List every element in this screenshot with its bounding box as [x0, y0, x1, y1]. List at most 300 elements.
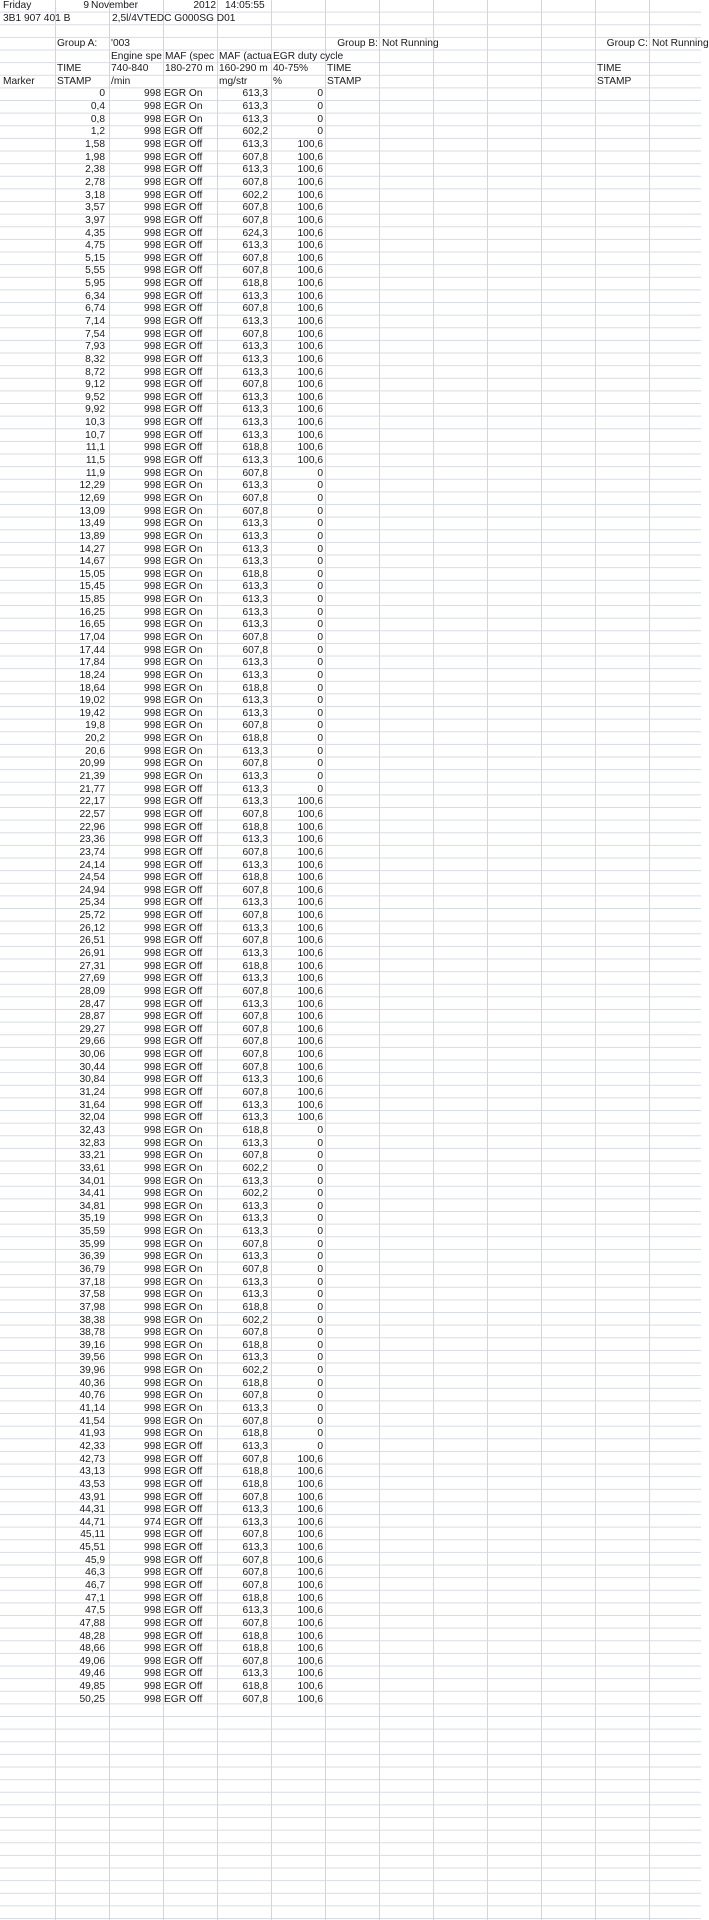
- engine-speed-cell[interactable]: 998: [144, 808, 161, 820]
- maf-actual-cell[interactable]: 607,8: [242, 758, 268, 770]
- egr-duty-cell[interactable]: 100,6: [297, 1655, 323, 1667]
- group-c-label[interactable]: Group C:: [606, 37, 648, 49]
- maf-actual-cell[interactable]: 602,2: [242, 189, 268, 201]
- time-stamp-cell[interactable]: 46,3: [85, 1567, 105, 1579]
- engine-speed-cell[interactable]: 998: [144, 745, 161, 757]
- egr-duty-cell[interactable]: 0: [317, 1188, 323, 1200]
- time-stamp-cell[interactable]: 26,12: [79, 922, 105, 934]
- egr-duty-cell[interactable]: 100,6: [297, 985, 323, 997]
- maf-actual-cell[interactable]: 613,3: [242, 657, 268, 669]
- group-b-value[interactable]: Not Running: [382, 37, 439, 49]
- time-stamp-cell[interactable]: 24,14: [79, 859, 105, 871]
- egr-status-cell[interactable]: EGR Off: [164, 1668, 203, 1680]
- egr-status-cell[interactable]: EGR Off: [164, 1099, 203, 1111]
- engine-speed-cell[interactable]: 998: [144, 644, 161, 656]
- egr-status-cell[interactable]: EGR Off: [164, 151, 203, 163]
- egr-duty-cell[interactable]: 100,6: [297, 1087, 323, 1099]
- maf-actual-cell[interactable]: 607,8: [242, 644, 268, 656]
- engine-speed-cell[interactable]: 998: [144, 1264, 161, 1275]
- time-stamp-cell[interactable]: 45,9: [85, 1554, 105, 1566]
- egr-status-cell[interactable]: EGR Off: [164, 1580, 203, 1591]
- egr-status-cell[interactable]: EGR On: [164, 505, 203, 517]
- time-stamp-cell[interactable]: 7,14: [85, 316, 105, 327]
- egr-status-cell[interactable]: EGR On: [164, 556, 203, 568]
- time-stamp-cell[interactable]: 8,72: [85, 366, 105, 378]
- engine-speed-cell[interactable]: 998: [144, 1251, 161, 1263]
- time-stamp-cell[interactable]: 36,79: [79, 1264, 105, 1275]
- egr-status-cell[interactable]: EGR Off: [164, 290, 203, 302]
- engine-speed-cell[interactable]: 998: [144, 1504, 161, 1516]
- egr-status-cell[interactable]: EGR Off: [164, 366, 203, 378]
- time-stamp-cell[interactable]: 29,27: [79, 1023, 105, 1035]
- egr-duty-cell[interactable]: 0: [317, 695, 323, 707]
- maf-actual-cell[interactable]: 607,8: [242, 151, 268, 163]
- time-stamp-cell[interactable]: 3,18: [85, 189, 105, 201]
- egr-duty-cell[interactable]: 0: [317, 126, 323, 138]
- time-stamp-cell[interactable]: 40,36: [79, 1377, 105, 1389]
- engine-speed-cell[interactable]: 998: [144, 1580, 161, 1591]
- time-stamp-cell[interactable]: 1,98: [85, 151, 105, 163]
- time-stamp-cell[interactable]: 5,55: [85, 265, 105, 277]
- engine-speed-cell[interactable]: 998: [144, 556, 161, 568]
- engine-speed-cell[interactable]: 998: [144, 404, 161, 416]
- maf-actual-cell[interactable]: 613,3: [242, 1099, 268, 1111]
- maf-actual-cell[interactable]: 602,2: [242, 1162, 268, 1174]
- time-stamp-cell[interactable]: 31,64: [79, 1099, 105, 1111]
- egr-duty-cell[interactable]: 100,6: [297, 290, 323, 302]
- engine-speed-cell[interactable]: 998: [144, 1036, 161, 1048]
- egr-duty-cell[interactable]: 0: [317, 1428, 323, 1440]
- egr-duty-cell[interactable]: 100,6: [297, 278, 323, 290]
- maf-actual-cell[interactable]: 618,8: [242, 442, 268, 454]
- time-stamp-cell[interactable]: 18,24: [79, 669, 105, 681]
- engine-speed-cell[interactable]: 998: [144, 783, 161, 795]
- egr-status-cell[interactable]: EGR On: [164, 1162, 203, 1174]
- engine-speed-cell[interactable]: 998: [144, 1276, 161, 1288]
- engine-speed-cell[interactable]: 998: [144, 1124, 161, 1136]
- engine-speed-cell[interactable]: 998: [144, 492, 161, 504]
- egr-duty-cell[interactable]: 100,6: [297, 821, 323, 833]
- egr-status-cell[interactable]: EGR Off: [164, 1516, 203, 1528]
- egr-duty-cell[interactable]: 0: [317, 1415, 323, 1427]
- maf-actual-cell[interactable]: 607,8: [242, 1491, 268, 1503]
- time-stamp-cell[interactable]: 6,74: [85, 303, 105, 315]
- egr-status-cell[interactable]: EGR Off: [164, 960, 203, 972]
- maf-actual-cell[interactable]: 613,3: [242, 417, 268, 429]
- engine-speed-cell[interactable]: 998: [144, 1668, 161, 1680]
- egr-status-cell[interactable]: EGR On: [164, 1238, 203, 1250]
- egr-status-cell[interactable]: EGR Off: [164, 417, 203, 429]
- maf-actual-cell[interactable]: 607,8: [242, 1415, 268, 1427]
- egr-status-cell[interactable]: EGR On: [164, 1213, 203, 1225]
- engine-speed-cell[interactable]: 998: [144, 1655, 161, 1667]
- engine-speed-cell[interactable]: 998: [144, 1099, 161, 1111]
- egr-duty-cell[interactable]: 100,6: [297, 960, 323, 972]
- engine-speed-cell[interactable]: 998: [144, 316, 161, 327]
- egr-status-cell[interactable]: EGR On: [164, 492, 203, 504]
- egr-duty-cell[interactable]: 0: [317, 594, 323, 606]
- egr-status-cell[interactable]: EGR Off: [164, 1023, 203, 1035]
- engine-speed-cell[interactable]: 998: [144, 214, 161, 226]
- engine-speed-cell[interactable]: 998: [144, 1377, 161, 1389]
- maf-actual-cell[interactable]: 607,8: [242, 303, 268, 315]
- maf-actual-cell[interactable]: 613,3: [242, 669, 268, 681]
- engine-speed-cell[interactable]: 998: [144, 1542, 161, 1554]
- egr-duty-cell[interactable]: 100,6: [297, 1542, 323, 1554]
- egr-duty-cell[interactable]: 0: [317, 1200, 323, 1212]
- time-stamp-cell[interactable]: 30,44: [79, 1061, 105, 1073]
- time-stamp-cell[interactable]: 7,54: [85, 328, 105, 340]
- maf-actual-cell[interactable]: 613,3: [242, 594, 268, 606]
- engine-speed-cell[interactable]: 998: [144, 948, 161, 959]
- egr-status-cell[interactable]: EGR Off: [164, 1466, 203, 1478]
- time-stamp-cell[interactable]: 47,5: [85, 1605, 105, 1617]
- egr-status-cell[interactable]: EGR Off: [164, 859, 203, 871]
- engine-speed-cell[interactable]: 998: [144, 151, 161, 163]
- time-stamp-cell[interactable]: 30,06: [79, 1049, 105, 1061]
- time-stamp-cell[interactable]: 9,92: [85, 404, 105, 416]
- egr-status-cell[interactable]: EGR Off: [164, 278, 203, 290]
- egr-duty-cell[interactable]: 100,6: [297, 1567, 323, 1579]
- egr-status-cell[interactable]: EGR Off: [164, 948, 203, 959]
- engine-speed-cell[interactable]: 998: [144, 758, 161, 770]
- maf-actual-cell[interactable]: 618,8: [242, 1478, 268, 1490]
- engine-speed-cell[interactable]: 998: [144, 1200, 161, 1212]
- egr-duty-cell[interactable]: 100,6: [297, 846, 323, 858]
- engine-speed-cell[interactable]: 998: [144, 1415, 161, 1427]
- maf-actual-cell[interactable]: 613,3: [242, 922, 268, 934]
- maf-spec-range-cell[interactable]: 180-270 m: [165, 63, 214, 75]
- time-stamp-cell[interactable]: 13,89: [79, 530, 105, 542]
- engine-speed-cell[interactable]: 998: [144, 1428, 161, 1440]
- egr-status-cell[interactable]: EGR On: [164, 594, 203, 606]
- time-stamp-cell[interactable]: 19,42: [79, 707, 105, 719]
- time-stamp-cell[interactable]: 5,95: [85, 278, 105, 290]
- time-stamp-cell[interactable]: 21,77: [79, 783, 105, 795]
- engine-speed-cell[interactable]: 998: [144, 1630, 161, 1642]
- egr-duty-cell[interactable]: 0: [317, 1213, 323, 1225]
- maf-actual-cell[interactable]: 607,8: [242, 1567, 268, 1579]
- maf-actual-cell[interactable]: 613,3: [242, 1504, 268, 1516]
- egr-status-cell[interactable]: EGR Off: [164, 442, 203, 454]
- maf-actual-cell[interactable]: 607,8: [242, 632, 268, 643]
- engine-speed-cell[interactable]: 998: [144, 442, 161, 454]
- egr-duty-cell[interactable]: 100,6: [297, 973, 323, 985]
- egr-duty-cell[interactable]: 100,6: [297, 1668, 323, 1680]
- time-stamp-cell[interactable]: 39,96: [79, 1365, 105, 1377]
- per-min-unit[interactable]: /min: [111, 75, 131, 87]
- maf-actual-cell[interactable]: 607,8: [242, 1655, 268, 1667]
- egr-status-cell[interactable]: EGR Off: [164, 783, 203, 795]
- time-stamp-cell[interactable]: 13,09: [79, 505, 105, 517]
- egr-duty-cell[interactable]: 100,6: [297, 455, 323, 467]
- maf-actual-cell[interactable]: 607,8: [242, 808, 268, 820]
- engine-speed-cell[interactable]: 998: [144, 1592, 161, 1604]
- engine-speed-cell[interactable]: 998: [144, 581, 161, 593]
- egr-status-cell[interactable]: EGR On: [164, 1339, 203, 1351]
- engine-speed-cell[interactable]: 998: [144, 1643, 161, 1655]
- engine-speed-cell[interactable]: 998: [144, 1567, 161, 1579]
- time-stamp-cell[interactable]: 24,94: [79, 884, 105, 896]
- maf-actual-cell[interactable]: 607,8: [242, 1150, 268, 1162]
- egr-status-cell[interactable]: EGR On: [164, 758, 203, 770]
- maf-actual-cell[interactable]: 613,3: [242, 619, 268, 631]
- egr-status-cell[interactable]: EGR Off: [164, 227, 203, 239]
- egr-duty-cell[interactable]: 0: [317, 783, 323, 795]
- egr-status-cell[interactable]: EGR Off: [164, 404, 203, 416]
- engine-speed-cell[interactable]: 998: [144, 1339, 161, 1351]
- egr-duty-cell[interactable]: 100,6: [297, 164, 323, 176]
- egr-duty-cell[interactable]: 100,6: [297, 884, 323, 896]
- maf-actual-cell[interactable]: 613,3: [242, 1251, 268, 1263]
- engine-speed-cell[interactable]: 998: [144, 1314, 161, 1326]
- engine-speed-cell[interactable]: 998: [144, 341, 161, 353]
- time-stamp-cell[interactable]: 12,69: [79, 492, 105, 504]
- time-stamp-cell[interactable]: 25,34: [79, 897, 105, 909]
- engine-speed-cell[interactable]: 998: [144, 101, 161, 113]
- egr-status-cell[interactable]: EGR On: [164, 1175, 203, 1187]
- egr-status-cell[interactable]: EGR On: [164, 1124, 203, 1136]
- egr-duty-cell[interactable]: 0: [317, 480, 323, 492]
- maf-actual-cell[interactable]: 618,8: [242, 1301, 268, 1313]
- engine-speed-cell[interactable]: 998: [144, 1529, 161, 1541]
- egr-status-cell[interactable]: EGR On: [164, 113, 203, 125]
- engine-speed-cell[interactable]: 998: [144, 1466, 161, 1478]
- egr-duty-cell[interactable]: 0: [317, 1390, 323, 1402]
- egr-status-cell[interactable]: EGR Off: [164, 1453, 203, 1465]
- engine-speed-cell[interactable]: 998: [144, 252, 161, 264]
- engine-speed-cell[interactable]: 998: [144, 1238, 161, 1250]
- egr-duty-cell[interactable]: 100,6: [297, 1453, 323, 1465]
- egr-duty-cell[interactable]: 100,6: [297, 391, 323, 403]
- engine-speed-cell[interactable]: 998: [144, 1365, 161, 1377]
- egr-status-cell[interactable]: EGR On: [164, 518, 203, 530]
- engine-speed-cell[interactable]: 998: [144, 922, 161, 934]
- maf-actual-cell[interactable]: 613,3: [242, 1440, 268, 1452]
- engine-speed-cell[interactable]: 998: [144, 606, 161, 618]
- egr-status-cell[interactable]: EGR Off: [164, 872, 203, 884]
- egr-status-cell[interactable]: EGR On: [164, 543, 203, 555]
- egr-status-cell[interactable]: EGR Off: [164, 1087, 203, 1099]
- egr-duty-cell[interactable]: 100,6: [297, 379, 323, 391]
- maf-actual-cell[interactable]: 613,3: [242, 1668, 268, 1680]
- time-stamp-cell[interactable]: 3,97: [85, 214, 105, 226]
- engine-speed-cell[interactable]: 998: [144, 872, 161, 884]
- time-stamp-cell[interactable]: 40,76: [79, 1390, 105, 1402]
- maf-actual-cell[interactable]: 618,8: [242, 278, 268, 290]
- time-stamp-cell[interactable]: 6,34: [85, 290, 105, 302]
- engine-speed-cell[interactable]: 998: [144, 126, 161, 138]
- egr-status-cell[interactable]: EGR On: [164, 1188, 203, 1200]
- engine-speed-cell[interactable]: 998: [144, 1049, 161, 1061]
- time-stamp-cell[interactable]: 43,91: [79, 1491, 105, 1503]
- maf-actual-cell[interactable]: 607,8: [242, 1036, 268, 1048]
- engine-speed-cell[interactable]: 998: [144, 1403, 161, 1415]
- egr-status-cell[interactable]: EGR On: [164, 1314, 203, 1326]
- time-stamp-cell[interactable]: 38,78: [79, 1327, 105, 1339]
- maf-actual-cell[interactable]: 607,8: [242, 176, 268, 188]
- egr-status-cell[interactable]: EGR On: [164, 1377, 203, 1389]
- egr-status-cell[interactable]: EGR Off: [164, 1554, 203, 1566]
- egr-status-cell[interactable]: EGR On: [164, 745, 203, 757]
- year-cell[interactable]: 2012: [193, 0, 216, 11]
- maf-actual-cell[interactable]: 613,3: [242, 530, 268, 542]
- maf-actual-cell[interactable]: 624,3: [242, 227, 268, 239]
- engine-speed-cell[interactable]: 998: [144, 1150, 161, 1162]
- maf-actual-cell[interactable]: 613,3: [242, 1289, 268, 1301]
- engine-speed-cell[interactable]: 998: [144, 1162, 161, 1174]
- egr-status-cell[interactable]: EGR Off: [164, 846, 203, 858]
- maf-actual-cell[interactable]: 618,8: [242, 1630, 268, 1642]
- egr-duty-cell[interactable]: 0: [317, 1124, 323, 1136]
- time-stamp-cell[interactable]: 30,84: [79, 1074, 105, 1086]
- maf-actual-cell[interactable]: 613,3: [242, 1226, 268, 1238]
- engine-speed-cell[interactable]: 998: [144, 227, 161, 239]
- engine-speed-cell[interactable]: 998: [144, 998, 161, 1010]
- egr-duty-cell[interactable]: 0: [317, 733, 323, 745]
- egr-status-cell[interactable]: EGR On: [164, 1226, 203, 1238]
- maf-actual-cell[interactable]: 607,8: [242, 379, 268, 391]
- maf-actual-cell[interactable]: 607,8: [242, 1087, 268, 1099]
- maf-actual-cell[interactable]: 607,8: [242, 202, 268, 214]
- egr-status-cell[interactable]: EGR Off: [164, 1112, 203, 1124]
- egr-status-cell[interactable]: EGR Off: [164, 1617, 203, 1629]
- time-stamp-cell[interactable]: 49,46: [79, 1668, 105, 1680]
- egr-status-cell[interactable]: EGR On: [164, 606, 203, 618]
- time-stamp-cell[interactable]: 10,3: [85, 417, 105, 429]
- time-stamp-cell[interactable]: 50,25: [79, 1693, 105, 1705]
- maf-actual-cell[interactable]: 607,8: [242, 1327, 268, 1339]
- egr-duty-cell[interactable]: 100,6: [297, 834, 323, 846]
- egr-duty-cell[interactable]: 100,6: [297, 316, 323, 327]
- time-stamp-cell[interactable]: 5,15: [85, 252, 105, 264]
- egr-status-cell[interactable]: EGR Off: [164, 1011, 203, 1023]
- egr-duty-cell[interactable]: 100,6: [297, 139, 323, 151]
- egr-duty-cell[interactable]: 100,6: [297, 998, 323, 1010]
- maf-actual-cell[interactable]: 618,8: [242, 821, 268, 833]
- egr-status-cell[interactable]: EGR Off: [164, 391, 203, 403]
- engine-speed-cell[interactable]: 998: [144, 1175, 161, 1187]
- egr-duty-cell[interactable]: 0: [317, 113, 323, 125]
- time-stamp-cell[interactable]: 25,72: [79, 910, 105, 922]
- maf-actual-cell[interactable]: 613,3: [242, 998, 268, 1010]
- maf-actual-cell[interactable]: 607,8: [242, 720, 268, 732]
- egr-duty-cell[interactable]: 0: [317, 556, 323, 568]
- egr-duty-cell[interactable]: 100,6: [297, 1630, 323, 1642]
- engine-speed-cell[interactable]: 998: [144, 139, 161, 151]
- time-stamp-cell[interactable]: 16,25: [79, 606, 105, 618]
- engine-speed-cell[interactable]: 998: [144, 1289, 161, 1301]
- time-stamp-cell[interactable]: 35,59: [79, 1226, 105, 1238]
- time-stamp-cell[interactable]: 49,85: [79, 1681, 105, 1693]
- time-stamp-cell[interactable]: 7,93: [85, 341, 105, 353]
- time-stamp-cell[interactable]: 0,8: [90, 113, 105, 125]
- maf-actual-cell[interactable]: 602,2: [242, 1365, 268, 1377]
- engine-speed-cell[interactable]: 998: [144, 1440, 161, 1452]
- egr-duty-cell[interactable]: 100,6: [297, 341, 323, 353]
- time-stamp-cell[interactable]: 28,09: [79, 985, 105, 997]
- egr-status-cell[interactable]: EGR Off: [164, 973, 203, 985]
- time-stamp-cell[interactable]: 26,51: [79, 935, 105, 947]
- time-stamp-cell[interactable]: 20,99: [79, 758, 105, 770]
- time-stamp-cell[interactable]: 46,7: [85, 1580, 105, 1591]
- time-stamp-cell[interactable]: 4,75: [85, 240, 105, 252]
- engine-speed-cell[interactable]: 998: [144, 1188, 161, 1200]
- engine-speed-cell[interactable]: 998: [144, 1011, 161, 1023]
- egr-duty-cell[interactable]: 0: [317, 745, 323, 757]
- maf-actual-cell[interactable]: 613,3: [242, 391, 268, 403]
- egr-status-cell[interactable]: EGR Off: [164, 455, 203, 467]
- time-stamp-cell[interactable]: 34,01: [79, 1175, 105, 1187]
- maf-actual-cell[interactable]: 613,3: [242, 1276, 268, 1288]
- maf-actual-cell[interactable]: 618,8: [242, 1643, 268, 1655]
- engine-speed-cell[interactable]: 998: [144, 1327, 161, 1339]
- egr-duty-cell[interactable]: 100,6: [297, 910, 323, 922]
- time-stamp-cell[interactable]: 42,33: [79, 1440, 105, 1452]
- time-stamp-cell[interactable]: 2,38: [85, 164, 105, 176]
- stamp-b-header[interactable]: STAMP: [327, 75, 362, 87]
- engine-speed-cell[interactable]: 998: [144, 164, 161, 176]
- engine-speed-cell[interactable]: 998: [144, 695, 161, 707]
- egr-duty-cell[interactable]: 100,6: [297, 859, 323, 871]
- time-stamp-cell[interactable]: 32,83: [79, 1137, 105, 1149]
- maf-actual-cell[interactable]: 613,3: [242, 455, 268, 467]
- mg-str-unit[interactable]: mg/str: [219, 75, 248, 87]
- egr-status-cell[interactable]: EGR On: [164, 669, 203, 681]
- egr-status-cell[interactable]: EGR Off: [164, 1504, 203, 1516]
- egr-duty-cell[interactable]: 0: [317, 505, 323, 517]
- engine-speed-cell[interactable]: 998: [144, 682, 161, 694]
- maf-actual-cell[interactable]: 602,2: [242, 126, 268, 138]
- time-stamp-cell[interactable]: 28,87: [79, 1011, 105, 1023]
- egr-status-cell[interactable]: EGR Off: [164, 1655, 203, 1667]
- engine-speed-cell[interactable]: 974: [144, 1516, 161, 1528]
- stamp-c-header[interactable]: STAMP: [597, 75, 632, 87]
- engine-speed-cell[interactable]: 998: [144, 1301, 161, 1313]
- stamp-header[interactable]: STAMP: [57, 75, 92, 87]
- maf-actual-cell[interactable]: 607,8: [242, 1238, 268, 1250]
- engine-speed-cell[interactable]: 998: [144, 1061, 161, 1073]
- egr-status-cell[interactable]: EGR Off: [164, 1529, 203, 1541]
- egr-status-cell[interactable]: EGR On: [164, 467, 203, 479]
- time-stamp-cell[interactable]: 17,44: [79, 644, 105, 656]
- time-stamp-cell[interactable]: 31,24: [79, 1087, 105, 1099]
- egr-duty-cell[interactable]: 0: [317, 1238, 323, 1250]
- maf-actual-cell[interactable]: 618,8: [242, 1592, 268, 1604]
- egr-duty-cell[interactable]: 100,6: [297, 1504, 323, 1516]
- engine-speed-cell[interactable]: 998: [144, 1352, 161, 1364]
- engine-speed-cell[interactable]: 998: [144, 455, 161, 467]
- egr-status-cell[interactable]: EGR Off: [164, 1630, 203, 1642]
- percent-unit[interactable]: %: [273, 75, 283, 87]
- maf-actual-cell[interactable]: 607,8: [242, 846, 268, 858]
- maf-actual-cell[interactable]: 613,3: [242, 1175, 268, 1187]
- engine-speed-cell[interactable]: 998: [144, 897, 161, 909]
- egr-duty-cell[interactable]: 100,6: [297, 1074, 323, 1086]
- time-stamp-cell[interactable]: 17,04: [79, 632, 105, 643]
- group-b-label[interactable]: Group B:: [337, 37, 378, 49]
- maf-actual-range-cell[interactable]: 160-290 m: [219, 63, 268, 75]
- maf-actual-cell[interactable]: 613,3: [242, 139, 268, 151]
- engine-speed-cell[interactable]: 998: [144, 417, 161, 429]
- time-stamp-cell[interactable]: 33,61: [79, 1162, 105, 1174]
- time-stamp-cell[interactable]: 41,14: [79, 1403, 105, 1415]
- maf-actual-cell[interactable]: 613,3: [242, 556, 268, 568]
- egr-status-cell[interactable]: EGR On: [164, 530, 203, 542]
- egr-duty-cell[interactable]: 100,6: [297, 897, 323, 909]
- time-stamp-cell[interactable]: 41,93: [79, 1428, 105, 1440]
- egr-status-cell[interactable]: EGR Off: [164, 922, 203, 934]
